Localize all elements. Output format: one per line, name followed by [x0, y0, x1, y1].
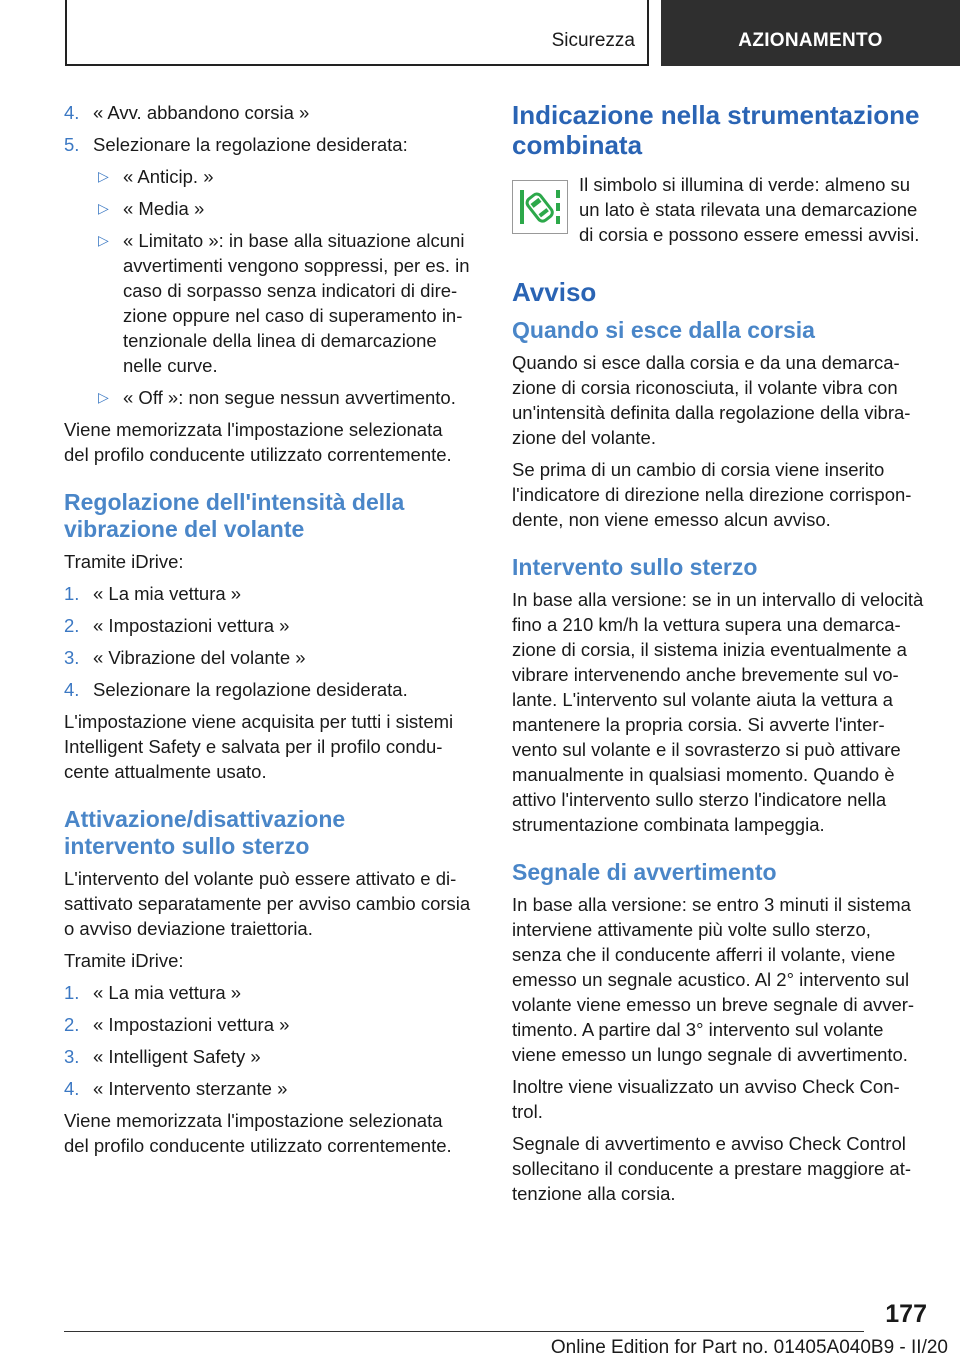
text-line: « Limitato »: in base alla situazione alcuni: [123, 230, 465, 251]
list-item: [64, 645, 482, 670]
list-item-number: 2.: [64, 615, 80, 636]
step-list-lane-departure: [64, 100, 482, 157]
text-line: senza che il conducente afferri il volante, viene: [512, 944, 896, 965]
page-number: 177: [885, 1300, 927, 1328]
text-line: tenzionale della linea di demarcazione: [123, 330, 437, 351]
paragraph: [64, 709, 482, 784]
text-line: caso di sorpasso senza indicatori di dire‐: [123, 280, 458, 301]
symbol-description: [579, 172, 932, 247]
paragraph: [64, 866, 482, 941]
text-line: sollecitano il conducente a prestare maggiore at‐: [512, 1158, 912, 1179]
list-item: [64, 1012, 482, 1037]
list-item-text: Selezionare la regolazione desiderata:: [93, 134, 408, 155]
list-item-text: « Intervento sterzante »: [93, 1078, 288, 1099]
list-item-text: « Impostazioni vettura »: [93, 615, 290, 636]
list-item-number: 4.: [64, 1078, 80, 1099]
text-line: vento sul volante e il sovrasterzo si può attivare: [512, 739, 901, 760]
list-item: [64, 100, 482, 125]
section-heading-leaving-lane: [512, 317, 932, 344]
step-list-steering: [64, 980, 482, 1101]
text-line: Viene memorizzata l'impostazione selezionata: [64, 419, 443, 440]
list-item-text: « La mia vettura »: [93, 583, 242, 604]
text-line: Se prima di un cambio di corsia viene inserito: [512, 459, 885, 480]
text-line: zione di corsia, il sistema inizia eventualmente a: [512, 639, 907, 660]
lane-departure-icon: [512, 180, 568, 234]
sublist-item: [64, 385, 482, 410]
text-line: In base alla versione: se in un intervallo di velocità: [512, 589, 924, 610]
text-line: vibrazione del volante: [64, 516, 305, 542]
list-item-text: « Avv. abbandono corsia »: [93, 102, 310, 123]
text-line: Inoltre viene visualizzato un avviso Check Con‐: [512, 1076, 900, 1097]
list-item-number: 2.: [64, 1014, 80, 1035]
section-heading-steering-intervention: [512, 554, 932, 581]
paragraph: [512, 350, 932, 450]
text-line: « Media »: [123, 198, 205, 219]
text-line: emesso un segnale acustico. Al 2° intervento sul: [512, 969, 910, 990]
text-line: zione del volante.: [512, 427, 656, 448]
text-line: zione oppure nel caso di superamento in‐: [123, 305, 463, 326]
text-line: mantenere la propria corsia. Si avverte l'inter‐: [512, 714, 885, 735]
text-line: Regolazione dell'intensità della: [64, 489, 405, 515]
text-line: o avviso deviazione traiettoria.: [64, 918, 313, 939]
text-line: di corsia e possono essere emessi avvisi.: [579, 224, 920, 245]
paragraph: [512, 892, 932, 1067]
text-line: un lato è stata rilevata una demarcazione: [579, 199, 918, 220]
header-frame: [65, 0, 649, 66]
text-line: « Off »: non segue nessun avvertimento.: [123, 387, 456, 408]
text-line: intervento sullo sterzo: [64, 833, 310, 859]
text-line: attivo l'intervento sullo sterzo l'indicatore nella: [512, 789, 887, 810]
list-item-number: 1.: [64, 583, 80, 604]
header-chapter-title: AZIONAMENTO: [738, 30, 883, 51]
list-item: [64, 980, 482, 1005]
text-line: vibrare intervenendo anche brevemente sul vo‐: [512, 664, 899, 685]
left-column: [64, 100, 482, 1165]
text-line: « Anticip. »: [123, 166, 214, 187]
text-line: tenzione alla corsia.: [512, 1183, 676, 1204]
sublist-item: [64, 228, 482, 378]
footer-divider: [64, 1331, 864, 1332]
sublist-item: [64, 196, 482, 221]
sublist-item: [64, 164, 482, 189]
text-line: combinata: [512, 130, 643, 160]
list-item: [64, 613, 482, 638]
section-heading-vibration-intensity: [64, 489, 482, 543]
text-line: Quando si esce dalla corsia e da una demarca‐: [512, 352, 900, 373]
text-line: dente, non viene emesso alcun avviso.: [512, 509, 831, 530]
text-line: sattivato separatamente per avviso cambio corsia: [64, 893, 471, 914]
section-title-warning: [512, 277, 932, 307]
text-line: Intervento sullo sterzo: [512, 554, 758, 580]
paragraph: [512, 1131, 932, 1206]
text-line: interviene attivamente più volte sullo sterzo,: [512, 919, 871, 940]
text-line: volante viene emesso un breve segnale di avver‐: [512, 994, 915, 1015]
text-line: Avviso: [512, 277, 597, 307]
paragraph: [512, 587, 932, 837]
list-item-text: « Impostazioni vettura »: [93, 1014, 290, 1035]
text-line: del profilo conducente utilizzato correntemente.: [64, 1135, 452, 1156]
footer-edition-text: Online Edition for Part no. 01405A040B9 - II/20: [550, 1337, 948, 1358]
triangle-bullet-icon: ▷: [98, 389, 109, 405]
text-line: timento. A partire dal 3° intervento sul volante: [512, 1019, 884, 1040]
text-line: Tramite iDrive:: [64, 950, 184, 971]
list-item-text: « Intelligent Safety »: [93, 1046, 261, 1067]
list-item: [64, 1044, 482, 1069]
triangle-bullet-icon: ▷: [98, 200, 109, 216]
text-line: l'indicatore di direzione nella direzione corrispon‐: [512, 484, 912, 505]
text-line: L'intervento del volante può essere attivato e di‐: [64, 868, 457, 889]
text-line: Indicazione nella strumentazione: [512, 100, 920, 130]
text-line: fino a 210 km/h la vettura supera una demarca‐: [512, 614, 901, 635]
text-line: Il simbolo si illumina di verde: almeno su: [579, 174, 911, 195]
paragraph: [64, 948, 482, 973]
section-heading-warning-signal: [512, 859, 932, 886]
triangle-bullet-icon: ▷: [98, 168, 109, 184]
right-column: [512, 100, 932, 1213]
text-line: Segnale di avvertimento e avviso Check Control: [512, 1133, 906, 1154]
text-line: Attivazione/disattivazione: [64, 806, 346, 832]
text-line: Tramite iDrive:: [64, 551, 184, 572]
list-item-text: « La mia vettura »: [93, 982, 242, 1003]
text-line: nelle curve.: [123, 355, 218, 376]
list-item-text: « Vibrazione del volante »: [93, 647, 306, 668]
list-item: [64, 132, 482, 157]
list-item: [64, 1076, 482, 1101]
text-line: manualmente in qualsiasi momento. Quando è: [512, 764, 895, 785]
header-chapter-tab: [661, 0, 960, 66]
text-line: avvertimenti vengono soppressi, per es. in: [123, 255, 470, 276]
text-line: Intelligent Safety e salvata per il profilo condu‐: [64, 736, 443, 757]
section-title-instrument-display: [512, 100, 932, 160]
symbol-explanation: [512, 172, 932, 247]
paragraph: [64, 1108, 482, 1158]
text-line: Viene memorizzata l'impostazione selezionata: [64, 1110, 443, 1131]
paragraph: [512, 1074, 932, 1124]
list-item-number: 3.: [64, 1046, 80, 1067]
list-item-number: 1.: [64, 982, 80, 1003]
section-heading-steering-activation: [64, 806, 482, 860]
text-line: viene emesso un lungo segnale di avvertimento.: [512, 1044, 908, 1065]
text-line: trol.: [512, 1101, 543, 1122]
text-line: zione di corsia riconosciuta, il volante vibra con: [512, 377, 898, 398]
list-item-number: 5.: [64, 134, 80, 155]
text-line: un'intensità definita dalla regolazione della vibra‐: [512, 402, 911, 423]
text-line: lante. L'intervento sul volante aiuta la vettura a: [512, 689, 893, 710]
list-item-text: Selezionare la regolazione desiderata.: [93, 679, 408, 700]
option-sublist: [64, 164, 482, 410]
header-section-title: Sicurezza: [551, 30, 635, 51]
text-line: Quando si esce dalla corsia: [512, 317, 815, 343]
list-item-number: 4.: [64, 102, 80, 123]
text-line: cente attualmente usato.: [64, 761, 267, 782]
paragraph: [64, 549, 482, 574]
text-line: Segnale di avvertimento: [512, 859, 777, 885]
list-item-number: 3.: [64, 647, 80, 668]
list-item: [64, 677, 482, 702]
text-line: strumentazione combinata lampeggia.: [512, 814, 825, 835]
paragraph: [64, 417, 482, 467]
triangle-bullet-icon: ▷: [98, 232, 109, 248]
text-line: In base alla versione: se entro 3 minuti il sistema: [512, 894, 911, 915]
step-list-vibration: [64, 581, 482, 702]
list-item-number: 4.: [64, 679, 80, 700]
list-item: [64, 581, 482, 606]
paragraph: [512, 457, 932, 532]
text-line: del profilo conducente utilizzato correntemente.: [64, 444, 452, 465]
text-line: L'impostazione viene acquisita per tutti i sistemi: [64, 711, 454, 732]
